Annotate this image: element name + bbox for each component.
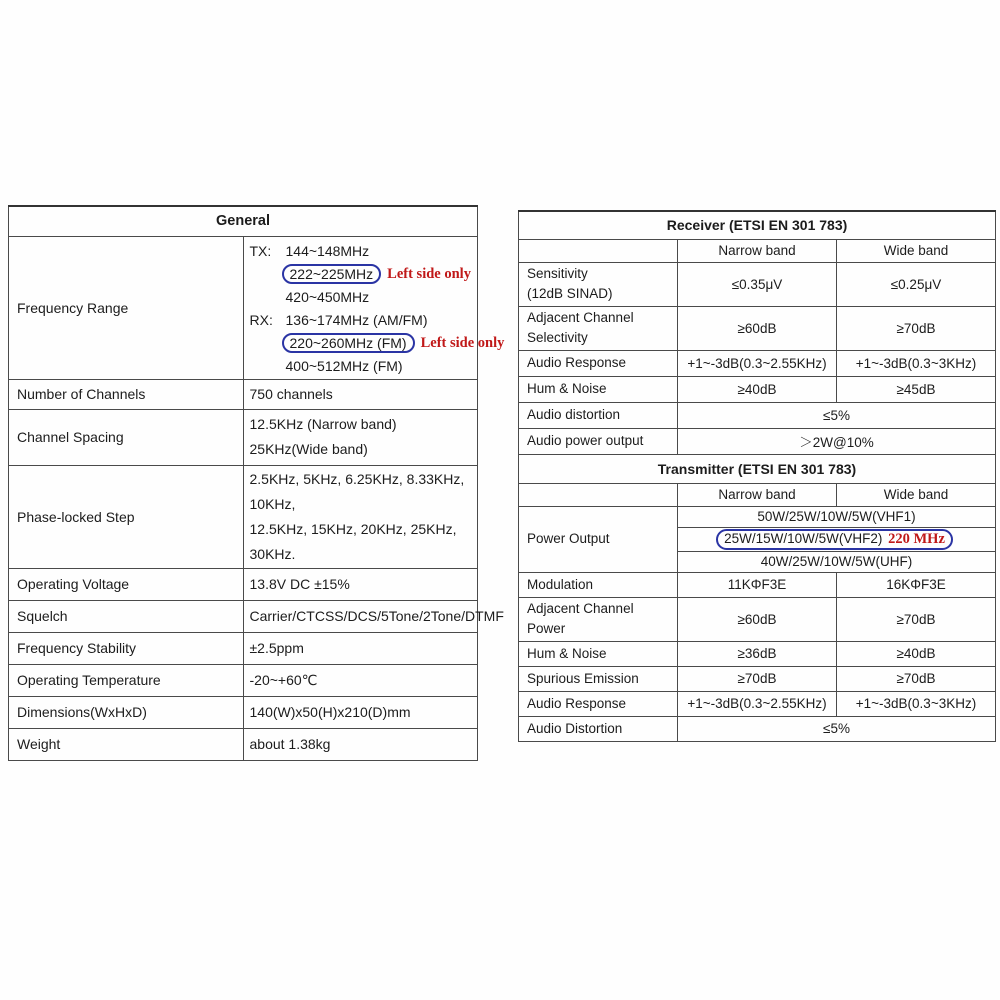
operating-temperature-value: -20~+60℃ (243, 664, 478, 696)
tx-prefix: TX: (249, 243, 272, 259)
channel-spacing-value (243, 409, 478, 465)
power-output-vhf2-text: 25W/15W/10W/5W(VHF2) (724, 530, 883, 546)
receiver-colheader-narrow: Narrow band (678, 239, 837, 262)
tx-audio-response-wide-value: +1~-3dB(0.3~3KHz) (837, 691, 996, 716)
rx-hum-noise-narrow-value: ≥40dB (678, 376, 837, 402)
rx-audio-distortion-label: Audio distortion (519, 402, 678, 428)
general-table (8, 205, 505, 761)
220mhz-note: 220 MHz (888, 530, 945, 547)
tx-hum-noise-label: Hum & Noise (519, 641, 678, 666)
value-line: 2.5KHz, 5KHz, 6.25KHz, 8.33KHz, 10KHz, (249, 470, 465, 512)
squelch-value: Carrier/CTCSS/DCS/5Tone/2Tone/DTMF (243, 600, 478, 632)
adjacent-power-narrow-value: ≥60dB (678, 597, 837, 641)
operating-voltage-value: 13.8V DC ±15% (243, 568, 478, 600)
rx-audio-response-narrow-value: +1~-3dB(0.3~2.55KHz) (678, 350, 837, 376)
power-output-vhf2-value (678, 527, 996, 551)
value-line: 12.5KHz, 15KHz, 20KHz, 25KHz, 30KHz. (249, 520, 457, 562)
transmitter-colheader-narrow: Narrow band (678, 483, 837, 506)
adjacent-selectivity-label (519, 306, 678, 350)
tx-audio-response-label: Audio Response (519, 691, 678, 716)
general-title: General (9, 206, 478, 236)
rx-range-3: 400~512MHz (FM) (285, 358, 403, 374)
power-output-uhf-value: 40W/25W/10W/5W(UHF) (678, 551, 996, 572)
frequency-range-value (243, 236, 505, 379)
power-output-vhf1-value: 50W/25W/10W/5W(VHF1) (678, 506, 996, 527)
circled-tx-range-annotation (282, 264, 382, 284)
rx-audio-power-label: Audio power output (519, 428, 678, 454)
rx-audio-power-value: ＞2W@10% (678, 428, 996, 454)
left-side-only-note: Left side only (420, 334, 505, 351)
transmitter-colheader-wide: Wide band (837, 483, 996, 506)
rx-prefix: RX: (249, 312, 273, 328)
receiver-title: Receiver (ETSI EN 301 783) (519, 211, 996, 239)
tx-audio-distortion-value: ≤5% (678, 716, 996, 741)
adjacent-power-wide-value: ≥70dB (837, 597, 996, 641)
number-of-channels-label: Number of Channels (9, 379, 244, 409)
channel-spacing-label: Channel Spacing (9, 409, 244, 465)
left-side-only-note: Left side only (387, 265, 471, 282)
value-line: 25KHz(Wide band) (249, 441, 368, 457)
transmitter-title: Transmitter (ETSI EN 301 783) (519, 454, 996, 483)
sensitivity-label (519, 262, 678, 306)
label-line: Adjacent Channel (527, 601, 634, 616)
rx-hum-noise-label: Hum & Noise (519, 376, 678, 402)
rx-audio-response-wide-value: +1~-3dB(0.3~3KHz) (837, 350, 996, 376)
number-of-channels-value: 750 channels (243, 379, 478, 409)
value-line: 12.5KHz (Narrow band) (249, 416, 397, 432)
spurious-emission-narrow-value: ≥70dB (678, 666, 837, 691)
operating-temperature-label: Operating Temperature (9, 664, 244, 696)
label-line: Adjacent Channel (527, 310, 634, 325)
label-line: Selectivity (527, 330, 588, 345)
sensitivity-wide-value: ≤0.25μV (837, 262, 996, 306)
tx-audio-distortion-label: Audio Distortion (519, 716, 678, 741)
tx-hum-noise-narrow-value: ≥36dB (678, 641, 837, 666)
label-line: Power (527, 621, 566, 636)
modulation-label: Modulation (519, 572, 678, 597)
receiver-transmitter-table (518, 210, 996, 742)
dimensions-label: Dimensions(WxHxD) (9, 696, 244, 728)
adjacent-power-label (519, 597, 678, 641)
rx-audio-distortion-value: ≤5% (678, 402, 996, 428)
tx-range-3: 420~450MHz (285, 289, 370, 305)
receiver-colheader-empty (519, 239, 678, 262)
modulation-wide-value: 16KΦF3E (837, 572, 996, 597)
label-line: (12dB SINAD) (527, 286, 613, 301)
power-output-label: Power Output (519, 506, 678, 572)
modulation-narrow-value: 11KΦF3E (678, 572, 837, 597)
freq-line-tx2 (250, 263, 472, 286)
rx-audio-response-label: Audio Response (519, 350, 678, 376)
tx-range-2: 222~225MHz (289, 266, 374, 282)
tx-range-1: 144~148MHz (285, 243, 370, 259)
rx-range-1: 136~174MHz (AM/FM) (285, 312, 428, 328)
adjacent-selectivity-wide-value: ≥70dB (837, 306, 996, 350)
phase-locked-step-label: Phase-locked Step (9, 465, 244, 568)
circled-rx-range-annotation (282, 333, 415, 353)
weight-label: Weight (9, 728, 244, 760)
phase-locked-step-value (243, 465, 478, 568)
receiver-colheader-wide: Wide band (837, 239, 996, 262)
spurious-emission-wide-value: ≥70dB (837, 666, 996, 691)
spurious-emission-label: Spurious Emission (519, 666, 678, 691)
circled-vhf2-annotation (716, 529, 953, 550)
frequency-range-label: Frequency Range (9, 236, 244, 379)
tx-audio-response-narrow-value: +1~-3dB(0.3~2.55KHz) (678, 691, 837, 716)
tx-hum-noise-wide-value: ≥40dB (837, 641, 996, 666)
rx-range-2: 220~260MHz (FM) (289, 335, 407, 351)
weight-value: about 1.38kg (243, 728, 478, 760)
label-line: Sensitivity (527, 266, 588, 281)
adjacent-selectivity-narrow-value: ≥60dB (678, 306, 837, 350)
squelch-label: Squelch (9, 600, 244, 632)
freq-line-tx1 (250, 240, 472, 263)
freq-line-rx3 (250, 355, 472, 378)
transmitter-colheader-empty (519, 483, 678, 506)
frequency-stability-value: ±2.5ppm (243, 632, 478, 664)
operating-voltage-label: Operating Voltage (9, 568, 244, 600)
freq-line-rx2 (250, 332, 505, 355)
dimensions-value: 140(W)x50(H)x210(D)mm (243, 696, 478, 728)
rx-hum-noise-wide-value: ≥45dB (837, 376, 996, 402)
freq-line-rx1 (250, 309, 472, 332)
frequency-stability-label: Frequency Stability (9, 632, 244, 664)
freq-line-tx3 (250, 286, 472, 309)
sensitivity-narrow-value: ≤0.35μV (678, 262, 837, 306)
